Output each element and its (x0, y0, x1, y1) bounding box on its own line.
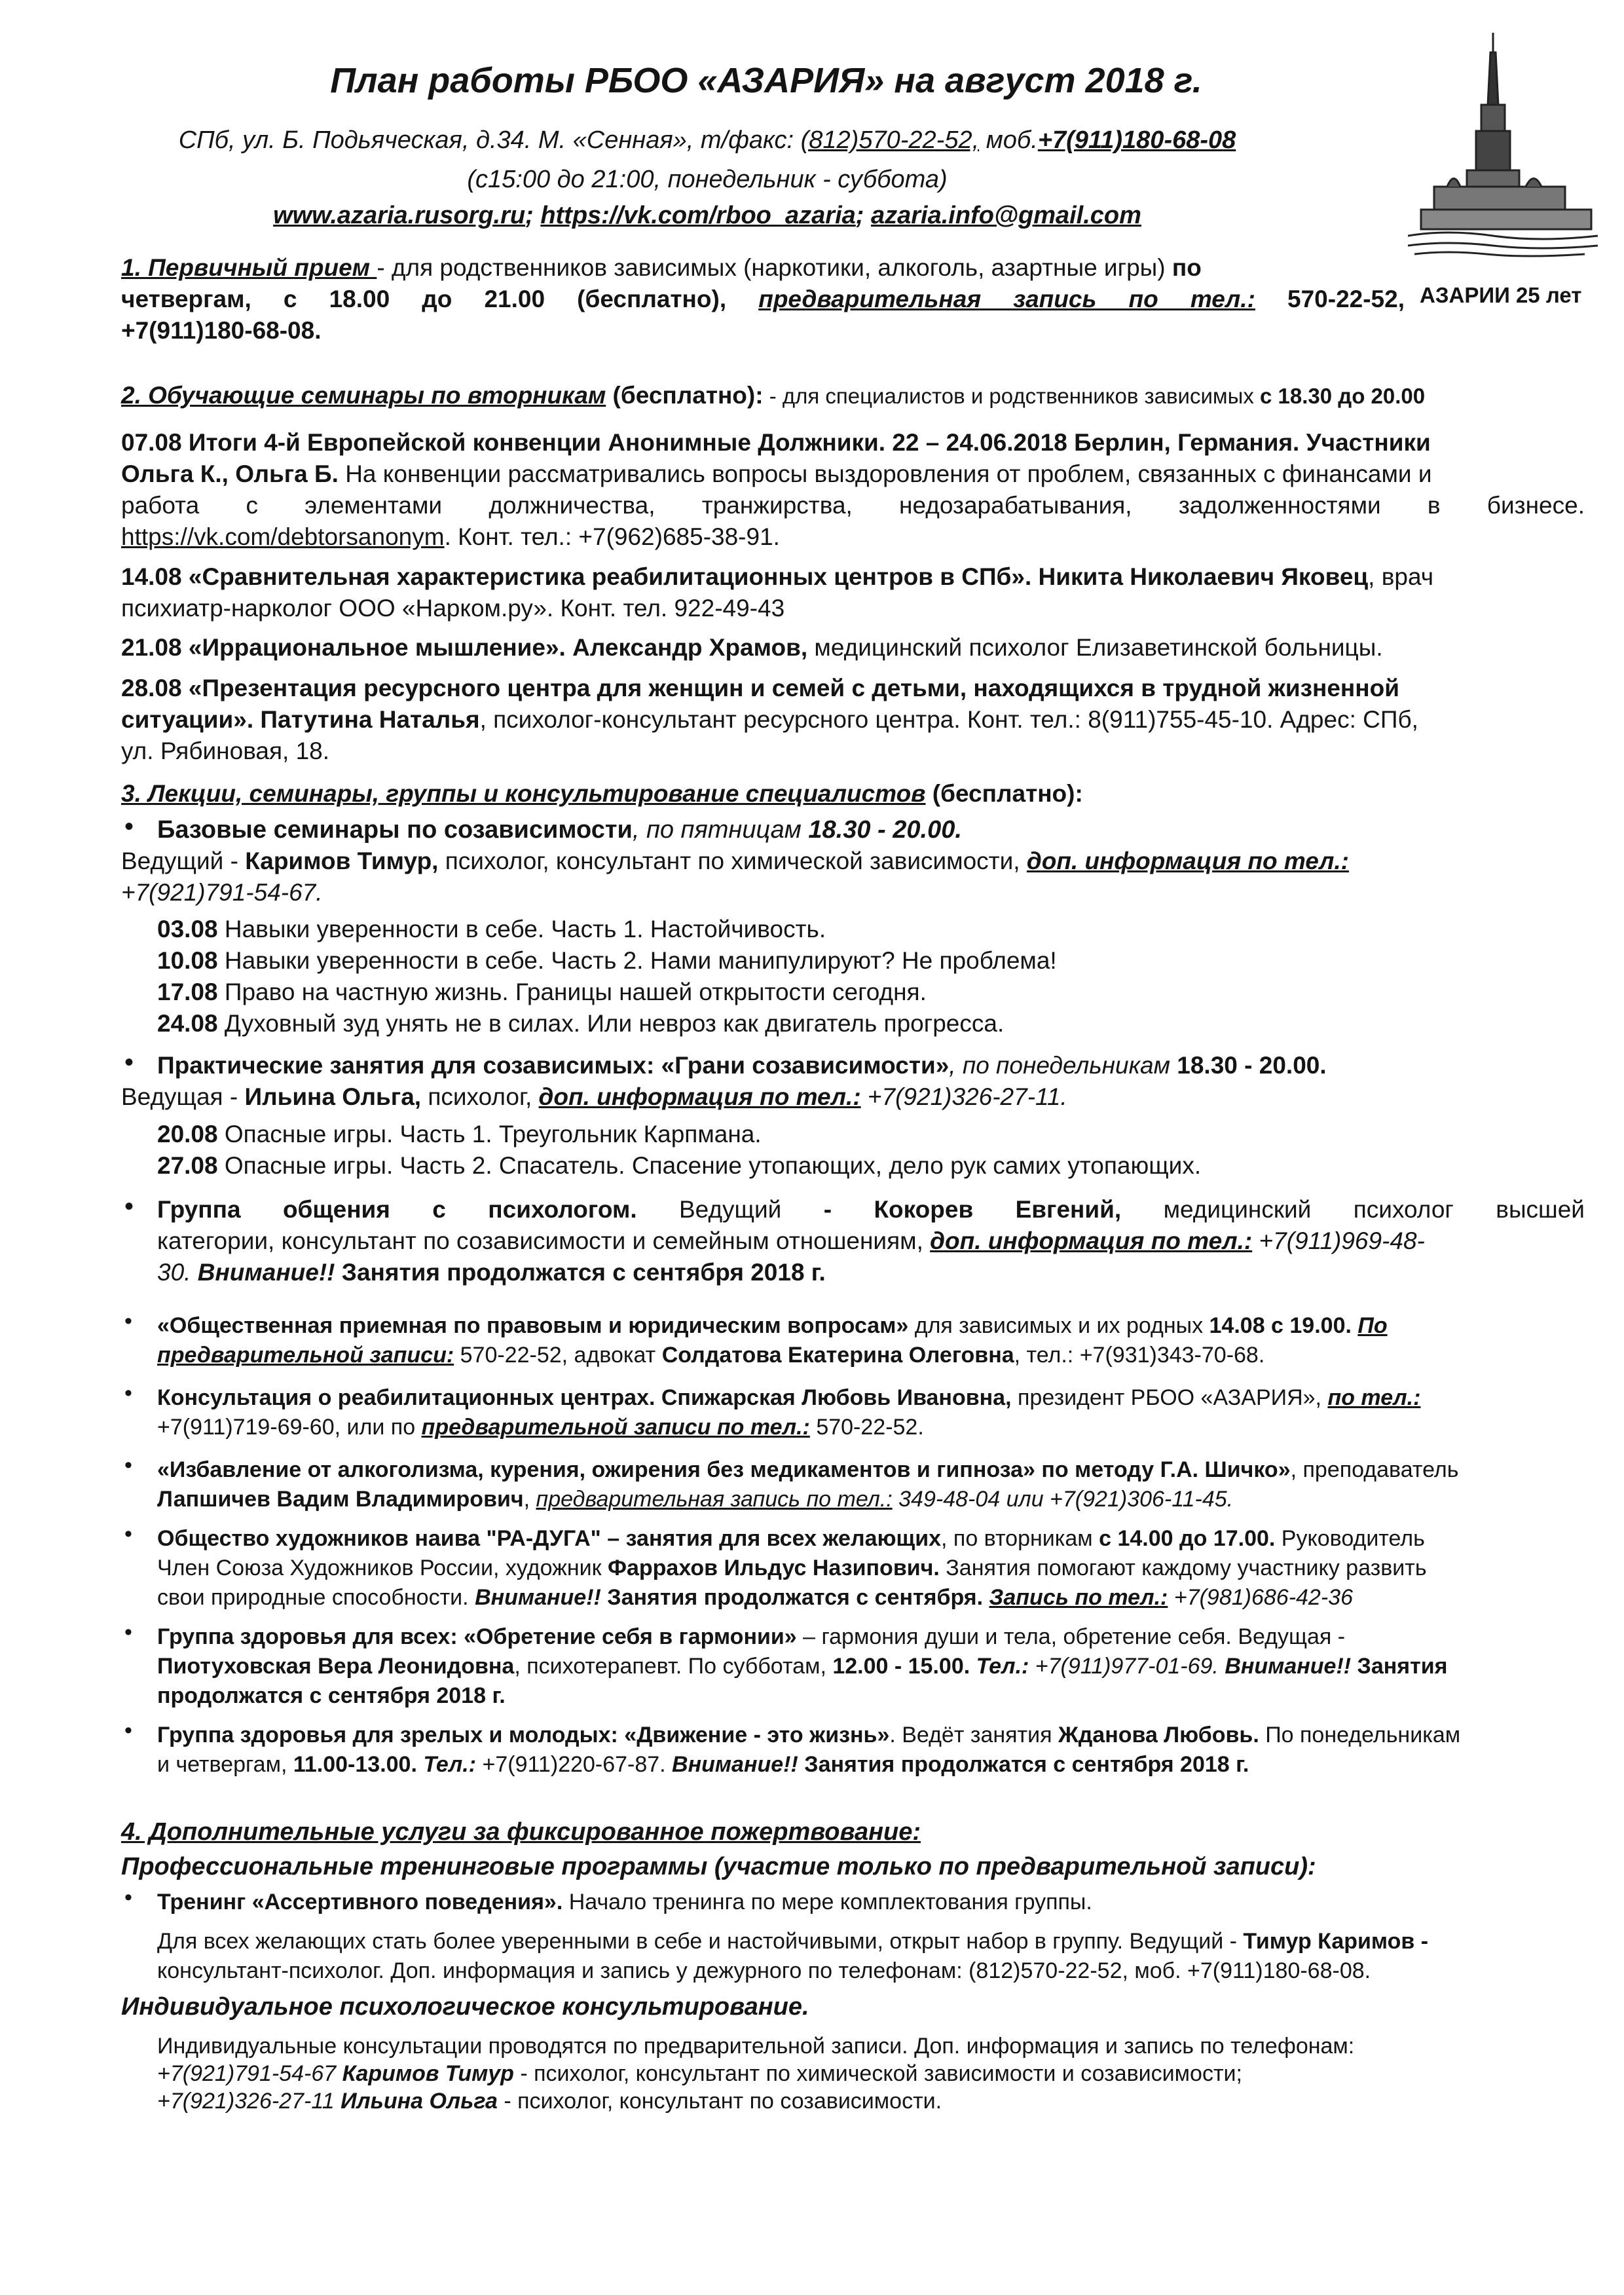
bullet: • (124, 1521, 132, 1546)
s2-e2-line2: психиатр-нарколог ООО «Нарком.ру». Конт. тел. 922-49-43 (121, 595, 785, 622)
b7-line3: свои природные способности. Внимание!! Занятия продолжатся с сентября. Запись по тел.: +7(981)686-42-36 (157, 1585, 1353, 1610)
bullet: • (124, 1718, 132, 1743)
s4-sub1: Профессиональные тренинговые программы (участие только по предварительной записи): (121, 1853, 1316, 1880)
t1-line3: консультант-психолог. Доп. информация и запись у дежурного по телефонам: (812)570-22-52, моб. +7(911)180-68-08. (157, 1958, 1371, 1983)
t1-line2: Для всех желающих стать более уверенными в себе и настойчивыми, открыт набор в группу. Ведущий - Тимур Каримов - (157, 1929, 1429, 1954)
s2-heading: 2. Обучающие семинары по вторникам (121, 382, 606, 409)
s1-text: - для родственников зависимых (наркотики, алкоголь, азартные игры) (377, 254, 1172, 281)
b3-line3: 30. Внимание!! Занятия продолжатся с сентября 2018 г. (157, 1259, 826, 1286)
s1-phone: 570-22-52, (1255, 286, 1405, 312)
b9-line2: и четвергам, 11.00-13.00. Тел.: +7(911)220-67-87. Внимание!! Занятия продолжатся с сентября 2018 г. (157, 1752, 1249, 1777)
b4-line1: «Общественная приемная по правовым и юридическим вопросам» для зависимых и их родных 14.08 с 19.00. По (157, 1313, 1388, 1338)
s1-time: четвергам, с 18.00 до 21.00 (бесплатно), (121, 286, 759, 312)
s2-e1-desc: На конвенции рассматривались вопросы выздоровления от проблем, связанных с финансами и (338, 460, 1432, 487)
b5-line2: +7(911)719-69-60, или по предварительной записи по тел.: 570-22-52. (157, 1415, 924, 1440)
b3-line1: Группа общения с психологом. Ведущий - Кокорев Евгений, медицинский психолог высшей (157, 1196, 1585, 1223)
anniversary-badge: АЗАРИИ 25 лет (1420, 283, 1582, 307)
b8-line3: продолжатся с сентября 2018 г. (157, 1683, 506, 1708)
b2-item: 20.08 Опасные игры. Часть 1. Треугольник Карпмана. (157, 1121, 762, 1148)
s2-e2-role: , врач (1368, 563, 1433, 590)
s4-heading: 4. Дополнительные услуги за фиксированное пожертвование: (121, 1818, 921, 1846)
s2-e1-contact: . Конт. тел.: +7(962)685-38-91. (444, 523, 780, 550)
b9-line1: Группа здоровья для зрелых и молодых: «Движение - это жизнь». Ведёт занятия Жданова Любовь. По понедельникам (157, 1723, 1461, 1747)
bullet: • (124, 1048, 134, 1077)
s3-heading: 3. Лекции, семинары, группы и консультирование специалистов (121, 780, 926, 807)
s1-line3: +7(911)180-68-08. (121, 317, 322, 344)
page-title: План работы РБОО «АЗАРИЯ» на август 2018 г. (330, 61, 1202, 100)
bullet: • (124, 1885, 132, 1910)
s2-e1-line1 (121, 427, 1585, 458)
mobile-label: моб. (979, 126, 1038, 154)
b1-line2: Ведущий - Каримов Тимур, психолог, консультант по химической зависимости, доп. информация по тел.: (121, 848, 1349, 874)
b4-line2: предварительной записи: 570-22-52, адвокат Солдатова Екатерина Олеговна, тел.: +7(931)343-70-68. (157, 1343, 1265, 1368)
s1-line2 (121, 284, 1405, 315)
hours-text: (с15:00 до 21:00, понедельник - суббота) (467, 166, 948, 193)
separator: ; (855, 202, 871, 229)
b2-line2: Ведущая - Ильина Ольга, психолог, доп. информация по тел.: +7(921)326-27-11. (121, 1083, 1067, 1110)
s2-e1-line2 (121, 458, 1585, 490)
bullet: • (124, 1309, 132, 1334)
b1-line1: Базовые семинары по созависимости, по пятницам 18.30 - 20.00. (157, 816, 962, 844)
s1-text-bold: по (1172, 254, 1202, 281)
s2-time: с 18.30 до 20.00 (1259, 384, 1426, 408)
s3-heading-line (121, 778, 1585, 810)
s1-heading: 1. Первичный прием (121, 254, 377, 281)
b6-line1: «Избавление от алкоголизма, курения, ожирения без медикаментов и гипноза» по методу Г.А. Шичко», преподаватель (157, 1457, 1459, 1482)
s2-e4-line2 (121, 704, 1585, 736)
b2-item: 27.08 Опасные игры. Часть 2. Спасатель. Спасение утопающих, дело рук самих утопающих. (157, 1152, 1202, 1179)
s2-e1-link[interactable]: https://vk.com/debtorsanonym (121, 523, 445, 550)
site-link[interactable]: www.azaria.rusorg.ru (273, 202, 526, 229)
ic-line1: Индивидуальные консультации проводятся по предварительной записи. Доп. информация и запись по телефонам: (157, 2034, 1355, 2059)
mobile-link[interactable]: +7(911)180-68-08 (1037, 126, 1236, 154)
separator: ; (525, 202, 541, 229)
b7-line1: Общество художников наива "РА-ДУГА" – занятия для всех желающих, по вторникам с 14.00 до 17.00. Руководитель (157, 1526, 1425, 1551)
ic-line3: +7(921)326-27-11 Ильина Ольга - психолог, консультант по созависимости. (157, 2089, 942, 2114)
vk-link[interactable]: https://vk.com/rboo_azaria (540, 202, 856, 229)
b8-line1: Группа здоровья для всех: «Обретение себя в гармонии» – гармония души и тела, обретение себя. Ведущая - (157, 1624, 1346, 1649)
b1-item: 10.08 Навыки уверенности в себе. Часть 2. Нами манипулируют? Не проблема! (157, 947, 1057, 974)
s4-sub2: Индивидуальное психологическое консультирование. (121, 1993, 809, 2021)
t1-line1: Тренинг «Ассертивного поведения». Начало тренинга по мере комплектования группы. (157, 1890, 1092, 1914)
s2-e2-line1 (121, 561, 1585, 593)
s1-line1 (121, 252, 1405, 284)
s2-heading-line (121, 380, 1585, 412)
bullet: • (124, 1192, 134, 1221)
ic-line2: +7(921)791-54-67 Каримов Тимур - психолог, консультант по химической зависимости и созависимости; (157, 2061, 1242, 2086)
contact-line (124, 126, 1290, 155)
s3-free: (бесплатно): (925, 780, 1083, 807)
s2-e3-title: 21.08 «Иррациональное мышление». Александр Храмов, (121, 634, 808, 661)
s2-audience: - для специалистов и родственников зависимых (763, 384, 1260, 408)
address-text: СПб, ул. Б. Подьяческая, д.34. М. «Сенная», т/факс: (178, 126, 801, 154)
s2-e1-line4 (121, 521, 1585, 553)
cathedral-emblem (1408, 13, 1624, 295)
links-line (124, 202, 1290, 230)
phone-link[interactable]: (812)570-22-52, (800, 126, 980, 154)
b1-item: 03.08 Навыки уверенности в себе. Часть 1. Настойчивость. (157, 916, 826, 942)
email-link[interactable]: azaria.info@gmail.com (871, 202, 1141, 229)
s2-e4-line1: 28.08 «Презентация ресурсного центра для женщин и семей с детьми, находящихся в трудной жизненной (121, 675, 1399, 701)
bullet: • (124, 1620, 132, 1645)
s2-e1-title: 07.08 Итоги 4-й Европейской конвенции Анонимные Должники. 22 – 24.06.2018 Берлин, Германия (121, 429, 1293, 456)
b8-line2: Пиотуховская Вера Леонидовна, психотерапевт. По субботам, 12.00 - 15.00. Тел.: +7(911)977-01-69. Внимание!! Занятия (157, 1654, 1448, 1679)
b2-line1: Практические занятия для созависимых: «Грани созависимости», по понедельникам 18.30 - 20.00. (157, 1052, 1327, 1079)
s2-e1-participants: . Участники (1293, 429, 1431, 456)
s2-free: (бесплатно): (606, 382, 764, 409)
b6-line2: Лапшичев Вадим Владимирович, предварительная запись по тел.: 349-48-04 или +7(921)306-11-45. (157, 1487, 1234, 1512)
b1-line3: +7(921)791-54-67. (121, 879, 323, 906)
s2-e2-title: 14.08 «Сравнительная характеристика реабилитационных центров в СПб». Никита Николаевич Яковец (121, 563, 1369, 590)
s2-e1-names: Ольга К., Ольга Б. (121, 460, 339, 487)
b5-line1: Консультация о реабилитационных центрах. Спижарская Любовь Ивановна, президент РБОО «АЗАРИЯ», по тел.: (157, 1385, 1421, 1410)
s1-booking-label: предварительная запись по тел.: (758, 286, 1255, 312)
s2-e4-role: , психолог-консультант ресурсного центра. Конт. тел.: 8(911)755-45-10. Адрес: СПб, (479, 706, 1418, 733)
b3-line2: категории, консультант по созависимости и семейным отношениям, доп. информация по тел.: +7(911)969-48- (157, 1227, 1425, 1254)
bullet: • (124, 1453, 132, 1478)
b1-item: 17.08 Право на частную жизнь. Границы нашей открытости сегодня. (157, 979, 927, 1005)
bullet: • (124, 1381, 132, 1406)
b1-item: 24.08 Духовный зуд унять не в силах. Или невроз как двигатель прогресса. (157, 1010, 1005, 1037)
s2-e1-line3: работа с элементами должничества, транжирства, недозарабатывания, задолженностями в бизнесе. (121, 492, 1585, 519)
bullet: • (124, 812, 134, 841)
b7-line2: Член Союза Художников России, художник Фаррахов Ильдус Назипович. Занятия помогают каждому участнику развить (157, 1556, 1427, 1580)
s2-e3-line (121, 632, 1585, 663)
s2-e4-line3: ул. Рябиновая, 18. (121, 737, 330, 764)
s2-e4-name: ситуации». Патутина Наталья (121, 706, 480, 733)
s2-e3-role: медицинский психолог Елизаветинской больницы. (807, 634, 1383, 661)
